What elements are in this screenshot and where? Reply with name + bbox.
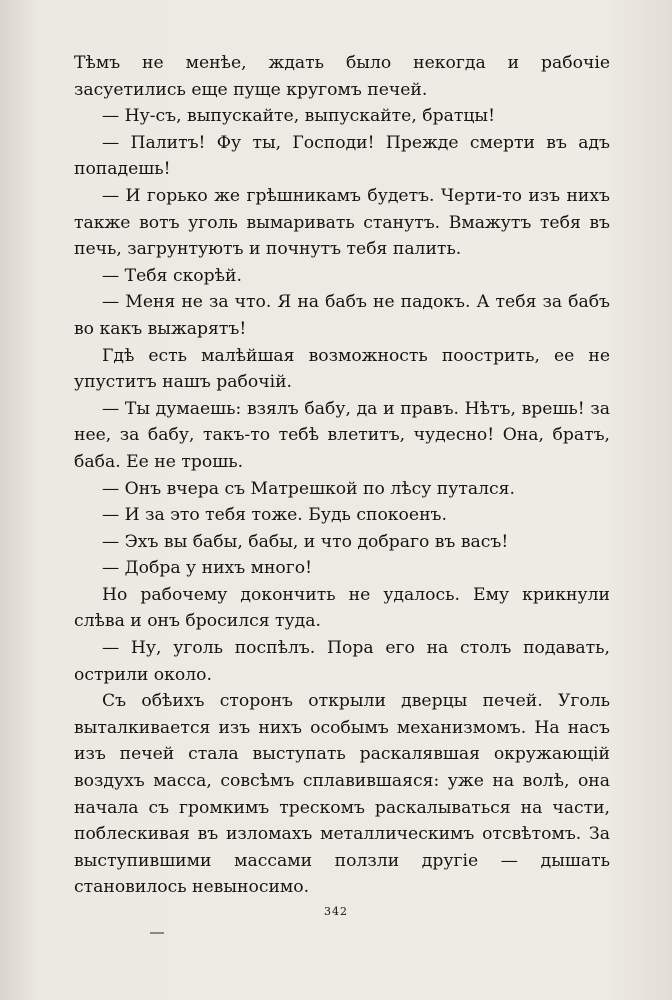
paragraph: — Палитъ! Фу ты, Господи! Прежде смерти въ адъ попадешь! [74,132,610,180]
paragraph: — И горько же грѣшникамъ будетъ. Черти-то изъ нихъ также вотъ уголь вымаривать станутъ. Вмажутъ тебя въ печь, загрунтуютъ и почнутъ тебя палить. [74,185,610,260]
body-text [74,50,610,901]
paragraph: — Ты думаешь: взялъ бабу, да и правъ. Нѣтъ, врешь! за нее, за бабу, такъ-то тебѣ влетитъ, чудесно! Она, братъ, баба. Ее не трошь. [74,398,610,472]
paragraph: — Ну, уголь поспѣлъ. Пора его на столъ подавать, острили около. [74,638,610,685]
paragraph: Гдѣ есть малѣйшая возможность поострить, ее не упуститъ нашъ рабочій. [74,345,610,393]
paragraph: — Эхъ вы бабы, бабы, и что добраго въ васъ! [102,531,509,552]
ink-mark [150,932,164,934]
paragraph: — Онъ вчера съ Матрешкой по лѣсу путался. [102,478,515,499]
paragraph: — Добра у нихъ много! [102,558,313,579]
paragraph: — Ну-съ, выпускайте, выпускайте, братцы! [102,106,495,127]
paragraph: — Тебя скорѣй. [102,265,242,286]
paragraph: — И за это тебя тоже. Будь спокоенъ. [102,505,447,526]
paragraph: — Меня не за что. Я на бабъ не падокъ. А тебя за бабъ во какъ выжарятъ! [74,292,610,339]
paragraph: Но рабочему докончить не удалось. Ему крикнули слѣва и онъ бросился туда. [74,584,610,632]
paragraph: Тѣмъ не менѣе, ждать было некогда и рабочіе засуетились еще пуще кругомъ печей. [74,53,610,100]
paragraph: Съ обѣихъ сторонъ открыли дверцы печей. Уголь выталкивается изъ нихъ особымъ механизмомъ. На насъ изъ печей стала выступать раскалявшая окружающій воздухъ масса, совсѣмъ сплавившаяся: уже на волѣ, она начала съ громкимъ трескомъ раскалываться на части, поблескивая въ изломахъ металлическимъ отсвѣтомъ. За выступившими массами ползли другіе — дышать становилось невыносимо. [74,691,610,898]
page-number: 342 [324,905,348,918]
